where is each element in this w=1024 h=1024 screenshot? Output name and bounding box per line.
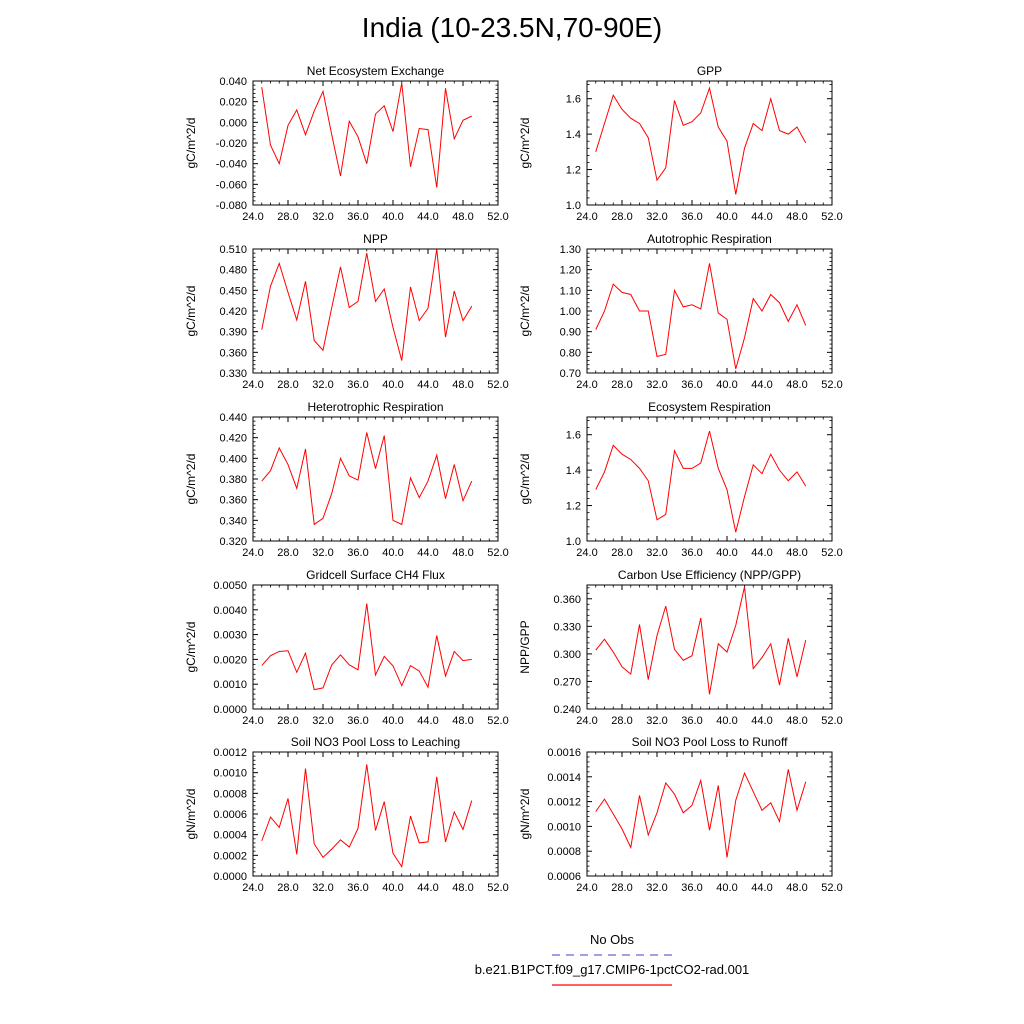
y-axis-label: gC/m^2/d: [518, 453, 532, 505]
legend-line-no-obs: [552, 953, 672, 957]
panel-title: Net Ecosystem Exchange: [306, 64, 445, 78]
x-tick-label: 32.0: [646, 379, 668, 391]
y-tick-label: 0.240: [553, 704, 581, 716]
x-tick-label: 40.0: [716, 379, 738, 391]
x-tick-label: 44.0: [417, 379, 439, 391]
y-tick-label: 1.6: [565, 93, 581, 106]
x-tick-label: 36.0: [681, 715, 703, 727]
x-tick-label: 36.0: [347, 547, 369, 559]
y-tick-label: 0.0050: [213, 580, 247, 592]
series-line-1: [262, 249, 472, 361]
x-tick-label: 52.0: [487, 715, 509, 727]
panel-title: Ecosystem Respiration: [648, 400, 771, 414]
x-tick-label: 24.0: [576, 715, 598, 727]
x-tick-label: 40.0: [382, 882, 404, 894]
y-tick-label: 0.0000: [213, 704, 247, 716]
x-tick-label: 24.0: [576, 882, 598, 894]
y-tick-label: 1.30: [559, 244, 581, 256]
y-tick-label: 0.360: [219, 347, 247, 360]
plot-frame: [587, 249, 832, 373]
x-tick-label: 32.0: [646, 211, 668, 223]
x-tick-label: 44.0: [417, 211, 439, 223]
legend-label-no-obs: No Obs: [589, 932, 635, 947]
plot-frame: [587, 752, 832, 876]
x-tick-label: 44.0: [751, 211, 773, 223]
series-line-1: [596, 431, 806, 532]
y-tick-label: 0.420: [219, 432, 247, 445]
y-tick-label: 0.0020: [213, 654, 247, 667]
x-tick-label: 28.0: [611, 715, 633, 727]
y-tick-label: -0.040: [215, 158, 247, 171]
page-title: India (10-23.5N,70-90E): [361, 12, 663, 43]
x-tick-label: 52.0: [821, 379, 843, 391]
plot-frame: [253, 249, 498, 373]
y-tick-label: 0.390: [219, 326, 247, 339]
y-tick-label: 0.0040: [213, 604, 247, 617]
x-tick-label: 40.0: [382, 211, 404, 223]
x-tick-label: 40.0: [382, 379, 404, 391]
x-tick-label: 24.0: [576, 379, 598, 391]
series-line-1: [596, 769, 806, 857]
series-line-1: [262, 764, 472, 866]
y-tick-label: 0.480: [219, 264, 247, 277]
chart-panel-10: [518, 735, 843, 894]
x-tick-label: 40.0: [716, 211, 738, 223]
y-tick-label: 0.440: [219, 412, 247, 424]
x-tick-label: 48.0: [786, 211, 808, 223]
x-tick-label: 40.0: [716, 547, 738, 559]
y-tick-label: 0.510: [219, 244, 247, 256]
y-tick-label: 0.360: [219, 494, 247, 507]
y-tick-label: 1.4: [565, 129, 581, 142]
y-tick-label: 1.2: [565, 500, 581, 513]
legend-label-run: b.e21.B1PCT.f09_g17.CMIP6-1pctCO2-rad.001: [474, 962, 750, 977]
x-tick-label: 40.0: [716, 715, 738, 727]
x-tick-label: 28.0: [277, 715, 299, 727]
x-tick-label: 48.0: [786, 379, 808, 391]
x-tick-label: 24.0: [576, 547, 598, 559]
y-axis-label: gN/m^2/d: [184, 788, 198, 840]
chart-panel-8: [518, 568, 843, 727]
x-tick-label: 44.0: [417, 547, 439, 559]
x-tick-label: 52.0: [821, 715, 843, 727]
x-tick-label: 32.0: [312, 715, 334, 727]
panel-title: Autotrophic Respiration: [647, 232, 772, 246]
y-tick-label: 1.00: [559, 306, 581, 318]
x-tick-label: 48.0: [452, 211, 474, 223]
series-line-1: [596, 263, 806, 368]
y-axis-label: gN/m^2/d: [518, 788, 532, 840]
y-axis-label: gC/m^2/d: [184, 285, 198, 337]
series-line-1: [262, 83, 472, 187]
y-axis-label: gC/m^2/d: [518, 117, 532, 169]
x-tick-label: 40.0: [382, 715, 404, 727]
y-tick-label: -0.080: [215, 200, 247, 212]
x-tick-label: 48.0: [786, 547, 808, 559]
y-tick-label: 0.300: [553, 648, 581, 661]
series-line-1: [262, 604, 472, 690]
panel-title: Soil NO3 Pool Loss to Leaching: [290, 735, 461, 749]
y-tick-label: 0.0010: [213, 679, 247, 692]
x-tick-label: 48.0: [452, 379, 474, 391]
x-tick-label: 32.0: [312, 211, 334, 223]
y-tick-label: 0.0010: [213, 767, 247, 780]
y-tick-label: 1.0: [565, 536, 581, 548]
x-tick-label: 44.0: [751, 715, 773, 727]
chart-panel-3: [184, 232, 509, 391]
x-tick-label: 24.0: [576, 211, 598, 223]
y-tick-label: -0.060: [215, 179, 247, 192]
plot-frame: [587, 81, 832, 205]
x-tick-label: 24.0: [242, 715, 264, 727]
plot-frame: [253, 417, 498, 541]
x-tick-label: 44.0: [417, 715, 439, 727]
y-tick-label: 1.6: [565, 429, 581, 442]
y-tick-label: 0.0006: [547, 871, 581, 883]
y-axis-label: gC/m^2/d: [184, 453, 198, 505]
y-tick-label: 1.20: [559, 264, 581, 277]
x-tick-label: 44.0: [751, 882, 773, 894]
y-tick-label: 0.330: [219, 368, 247, 380]
x-tick-label: 52.0: [487, 547, 509, 559]
y-tick-label: 0.80: [559, 347, 581, 360]
panel-title: Heterotrophic Respiration: [307, 400, 444, 414]
plot-frame: [587, 417, 832, 541]
x-tick-label: 24.0: [242, 379, 264, 391]
x-tick-label: 52.0: [487, 882, 509, 894]
x-tick-label: 48.0: [786, 715, 808, 727]
plot-frame: [253, 81, 498, 205]
y-tick-label: 0.0008: [213, 788, 247, 801]
x-tick-label: 36.0: [347, 211, 369, 223]
legend-line-run: [552, 983, 672, 987]
y-tick-label: 0.450: [219, 285, 247, 298]
y-tick-label: 0.020: [219, 96, 247, 109]
x-tick-label: 48.0: [452, 882, 474, 894]
x-tick-label: 32.0: [646, 715, 668, 727]
y-tick-label: 1.0: [565, 200, 581, 212]
y-tick-label: 0.000: [219, 117, 247, 130]
y-tick-label: 0.320: [219, 536, 247, 548]
x-tick-label: 28.0: [611, 547, 633, 559]
y-tick-label: 0.360: [553, 593, 581, 606]
chart-panel-9: [184, 735, 509, 894]
chart-panel-7: [184, 568, 509, 727]
y-tick-label: 0.380: [219, 474, 247, 486]
x-tick-label: 28.0: [611, 882, 633, 894]
x-tick-label: 32.0: [312, 547, 334, 559]
x-tick-label: 32.0: [312, 379, 334, 391]
x-tick-label: 52.0: [487, 211, 509, 223]
x-tick-label: 52.0: [821, 547, 843, 559]
y-tick-label: 0.70: [559, 368, 581, 380]
y-tick-label: 0.0004: [213, 829, 247, 842]
chart-panel-4: [518, 232, 843, 391]
x-tick-label: 24.0: [242, 211, 264, 223]
y-tick-label: 0.0012: [213, 747, 247, 759]
x-tick-label: 48.0: [452, 715, 474, 727]
series-line-1: [596, 587, 806, 694]
series-line-1: [596, 88, 806, 194]
x-tick-label: 28.0: [611, 211, 633, 223]
x-tick-label: 44.0: [417, 882, 439, 894]
y-axis-label: NPP/GPP: [518, 620, 532, 674]
panel-title: Carbon Use Efficiency (NPP/GPP): [617, 568, 802, 582]
x-tick-label: 36.0: [681, 547, 703, 559]
y-tick-label: 1.10: [559, 285, 581, 298]
y-tick-label: 0.040: [219, 76, 247, 88]
panel-title: NPP: [363, 232, 388, 246]
x-tick-label: 48.0: [452, 547, 474, 559]
y-tick-label: 0.0016: [547, 747, 581, 759]
y-tick-label: 0.0010: [547, 821, 581, 834]
x-tick-label: 44.0: [751, 547, 773, 559]
plot-frame: [253, 752, 498, 876]
panel-title: Soil NO3 Pool Loss to Runoff: [631, 735, 788, 749]
x-tick-label: 28.0: [277, 211, 299, 223]
x-tick-label: 28.0: [277, 547, 299, 559]
y-tick-label: 0.340: [219, 515, 247, 528]
y-tick-label: -0.020: [215, 138, 247, 150]
x-tick-label: 36.0: [347, 715, 369, 727]
y-tick-label: 0.270: [553, 676, 581, 689]
panel-title: Gridcell Surface CH4 Flux: [306, 568, 445, 582]
x-tick-label: 32.0: [646, 882, 668, 894]
x-tick-label: 52.0: [821, 882, 843, 894]
chart-panel-6: [518, 400, 843, 559]
y-axis-label: gC/m^2/d: [184, 117, 198, 169]
y-tick-label: 0.0006: [213, 809, 247, 821]
y-axis-label: gC/m^2/d: [518, 285, 532, 337]
x-tick-label: 24.0: [242, 547, 264, 559]
y-tick-label: 1.2: [565, 164, 581, 177]
chart-panel-1: [184, 64, 509, 223]
y-tick-label: 0.0008: [547, 846, 581, 859]
y-tick-label: 0.400: [219, 453, 247, 466]
y-tick-label: 1.4: [565, 465, 581, 478]
x-tick-label: 36.0: [681, 211, 703, 223]
y-axis-label: gC/m^2/d: [184, 621, 198, 673]
x-tick-label: 44.0: [751, 379, 773, 391]
x-tick-label: 36.0: [681, 882, 703, 894]
x-tick-label: 32.0: [312, 882, 334, 894]
x-tick-label: 48.0: [786, 882, 808, 894]
x-tick-label: 36.0: [347, 379, 369, 391]
x-tick-label: 24.0: [242, 882, 264, 894]
x-tick-label: 40.0: [382, 547, 404, 559]
y-tick-label: 0.0000: [213, 871, 247, 883]
y-tick-label: 0.0030: [213, 629, 247, 642]
panel-title: GPP: [696, 64, 723, 78]
x-tick-label: 52.0: [821, 211, 843, 223]
x-tick-label: 36.0: [347, 882, 369, 894]
y-tick-label: 0.0002: [213, 850, 247, 863]
x-tick-label: 28.0: [611, 379, 633, 391]
y-tick-label: 0.0014: [547, 771, 581, 784]
series-line-1: [262, 433, 472, 525]
y-tick-label: 0.0012: [547, 796, 581, 809]
y-tick-label: 0.90: [559, 326, 581, 339]
x-tick-label: 36.0: [681, 379, 703, 391]
y-tick-label: 0.330: [553, 621, 581, 634]
x-tick-label: 28.0: [277, 882, 299, 894]
x-tick-label: 40.0: [716, 882, 738, 894]
y-tick-label: 0.420: [219, 306, 247, 318]
x-tick-label: 32.0: [646, 547, 668, 559]
chart-panel-2: [518, 64, 843, 223]
chart-panel-5: [184, 400, 509, 559]
x-tick-label: 28.0: [277, 379, 299, 391]
x-tick-label: 52.0: [487, 379, 509, 391]
plot-frame: [253, 585, 498, 709]
